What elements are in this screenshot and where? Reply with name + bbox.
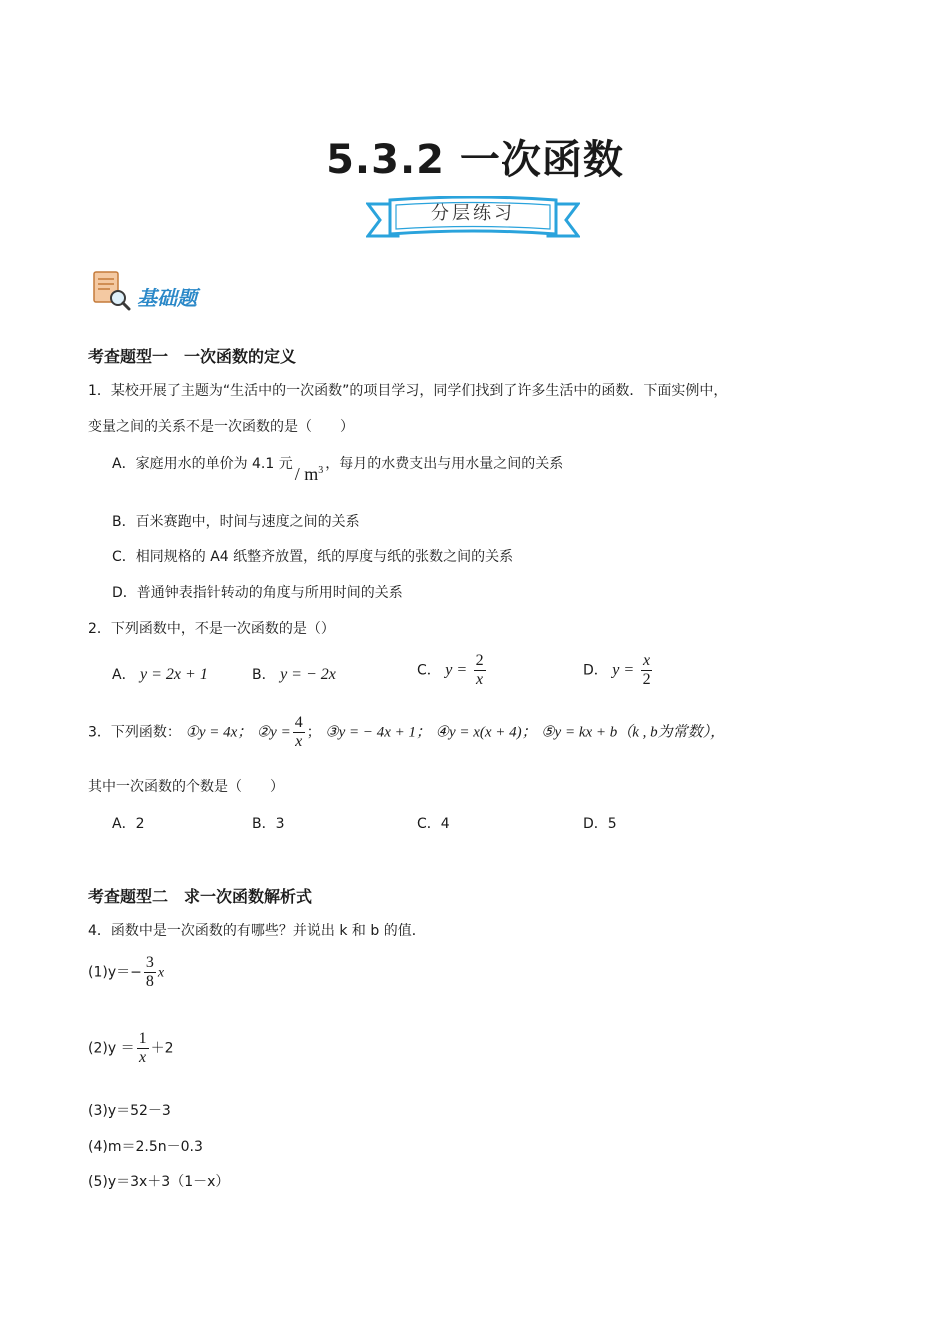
section-heading-2: 考查题型二 求一次函数解析式: [88, 887, 313, 906]
question-3-option-b: B．3: [252, 816, 285, 832]
denominator: 2: [642, 671, 651, 688]
expression-lhs: y =: [612, 661, 635, 679]
question-4-part-2: [88, 1030, 174, 1067]
option-label: C．: [417, 662, 441, 679]
question-4-part-4: (4)m＝2.5n－0.3: [88, 1139, 203, 1155]
expression-lhs: y =: [445, 661, 468, 679]
question-2-option-a: [112, 664, 208, 684]
question-3-option-d: D．5: [583, 816, 617, 832]
unit-text: / m: [294, 464, 319, 484]
fraction: [144, 954, 156, 991]
fraction: [474, 652, 486, 689]
question-1-option-c: C．相同规格的 A4 纸整齐放置，纸的厚度与纸的张数之间的关系: [112, 549, 514, 565]
question-1-option-a: [112, 452, 564, 484]
question-2-stem: 2．下列函数中，不是一次函数的是（）: [88, 621, 335, 637]
option-label: A．: [112, 667, 136, 683]
part-lhs: (2)y ＝: [88, 1040, 135, 1057]
numerator: 4: [294, 714, 303, 731]
function-4: ④y = x(x + 4)；: [435, 724, 537, 741]
expression: y = 2x + 1: [140, 666, 208, 683]
question-4-stem: 4．函数中是一次函数的有哪些？并说出 k 和 b 的值．: [88, 923, 426, 939]
denominator: 8: [145, 973, 154, 990]
question-3-option-a: A．2: [112, 816, 145, 832]
denominator: x: [476, 671, 484, 688]
question-3-option-c: C．4: [417, 816, 450, 832]
part-variable: x: [157, 965, 165, 981]
unit-exponent: 3: [318, 465, 324, 476]
option-a-rest: ，每月的水费支出与用水量之间的关系: [325, 456, 564, 472]
stem-prefix: 3．下列函数：: [88, 724, 181, 741]
option-a-text: A．家庭用水的单价为 4.1 元: [112, 456, 293, 472]
question-1-line-1: 1．某校开展了主题为“生活中的一次函数”的项目学习，同学们找到了许多生活中的函数．下面实例中，: [88, 383, 728, 399]
question-4-part-1: [88, 954, 164, 991]
fraction: [641, 652, 653, 689]
numerator: 1: [138, 1030, 147, 1047]
page-title: 5.3.2 一次函数: [326, 137, 624, 183]
document-magnifier-icon: [92, 270, 132, 312]
denominator: x: [139, 1049, 147, 1066]
function-2-lhs: ②y =: [256, 724, 291, 741]
separator: ；: [306, 724, 321, 741]
function-3: ③y = − 4x + 1；: [325, 724, 432, 741]
question-3-line-2: 其中一次函数的个数是（ ）: [88, 779, 284, 795]
question-2-option-c: [417, 652, 488, 689]
function-1: ①y = 4x；: [185, 724, 253, 741]
numerator: x: [643, 652, 651, 669]
function-5: ⑤y = kx + b（k , b为常数），: [541, 724, 726, 741]
unit-per-cubic-meter: [295, 464, 324, 485]
function-2-fraction: [293, 714, 305, 751]
question-1-option-b: B．百米赛跑中，时间与速度之间的关系: [112, 514, 360, 530]
expression: y = − 2x: [280, 666, 336, 683]
question-4-part-3: (3)y＝52－3: [88, 1103, 171, 1119]
denominator: x: [295, 733, 303, 750]
numerator: 3: [145, 954, 154, 971]
basic-level-badge: 基础题: [137, 286, 197, 310]
question-1-option-d: D．普通钟表指针转动的角度与所用时间的关系: [112, 585, 403, 601]
numerator: 2: [475, 652, 484, 669]
question-1-line-2: 变量之间的关系不是一次函数的是（ ）: [88, 419, 354, 435]
part-lhs: (1)y＝−: [88, 964, 142, 981]
fraction: [137, 1030, 149, 1067]
option-label: B．: [252, 667, 276, 683]
question-2-option-b: [252, 664, 336, 684]
question-3-stem: [88, 714, 725, 751]
banner-label: 分层练习: [431, 203, 515, 224]
section-heading-1: 考查题型一 一次函数的定义: [88, 347, 297, 366]
option-label: D．: [583, 662, 608, 679]
question-2-option-d: [583, 652, 655, 689]
part-rhs: ＋2: [150, 1040, 174, 1057]
question-4-part-5: (5)y＝3x＋3（1－x）: [88, 1174, 230, 1190]
